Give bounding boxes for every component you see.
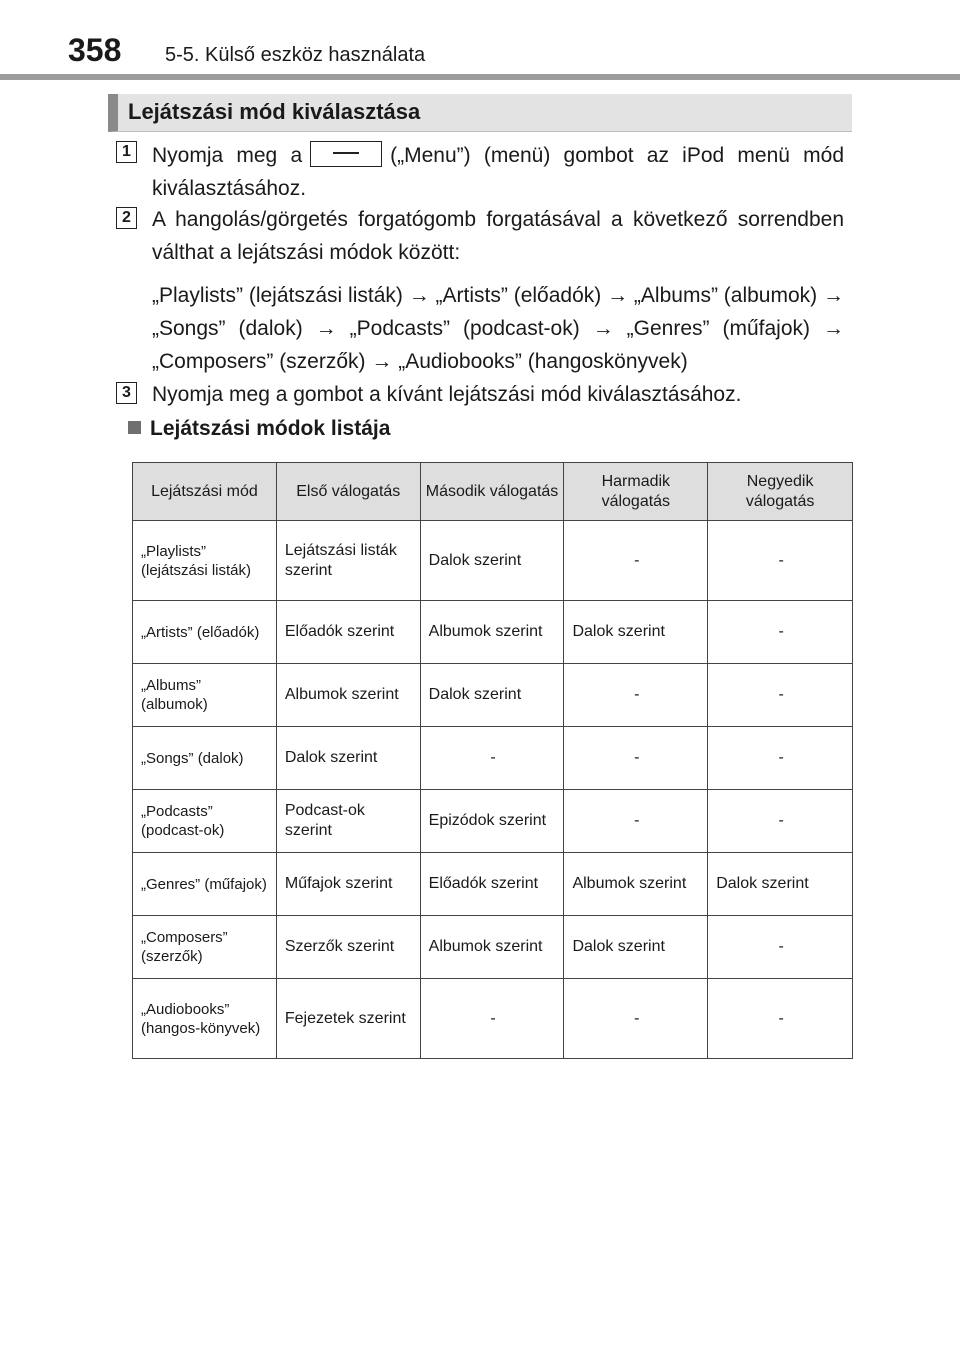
step-1-text-before: Nyomja meg a: [152, 144, 303, 167]
playback-modes-table: [132, 462, 853, 1059]
table-cell: Albumok szerint: [420, 601, 564, 664]
step-1-text-after: („Menu”) (menü) gombot az iPod menü mód kiválasztásához.: [152, 144, 844, 200]
step-3-text: [152, 378, 844, 411]
table-header-row: [133, 463, 853, 521]
table-cell: Előadók szerint: [420, 853, 564, 916]
table-cell: -: [564, 664, 708, 727]
table-row: [133, 727, 853, 790]
table-cell: „Songs” (dalok): [133, 727, 277, 790]
table-cell: -: [708, 727, 853, 790]
table-cell: -: [564, 790, 708, 853]
list-heading-text: Lejátszási módok listája: [150, 417, 391, 440]
table-cell: Dalok szerint: [564, 601, 708, 664]
table-cell: -: [708, 664, 853, 727]
table-header: Negyedik válogatás: [708, 463, 853, 521]
table-cell: -: [420, 979, 564, 1059]
table-cell: -: [708, 521, 853, 601]
table-cell: -: [708, 601, 853, 664]
table-cell: Dalok szerint: [276, 727, 420, 790]
table-row: [133, 521, 853, 601]
table-cell: Epizódok szerint: [420, 790, 564, 853]
table-row: [133, 916, 853, 979]
section-heading-bar: [108, 94, 852, 132]
table-cell: Albumok szerint: [564, 853, 708, 916]
square-bullet-icon: [128, 421, 141, 434]
page-number: 358: [68, 32, 122, 68]
table-cell: Dalok szerint: [420, 664, 564, 727]
table-row: [133, 979, 853, 1059]
table-header: Első válogatás: [276, 463, 420, 521]
list-heading: [128, 417, 390, 441]
table-cell: Podcast-ok szerint: [276, 790, 420, 853]
table-cell: Szerzők szerint: [276, 916, 420, 979]
table-cell: -: [564, 521, 708, 601]
chapter-title: 5-5. Külső eszköz használata: [165, 44, 426, 66]
table-cell: Dalok szerint: [708, 853, 853, 916]
table-header: Lejátszási mód: [133, 463, 277, 521]
step-3-badge: 3: [116, 382, 137, 404]
table-header: Második válogatás: [420, 463, 564, 521]
table-cell: Előadók szerint: [276, 601, 420, 664]
table-cell: -: [564, 727, 708, 790]
table-cell: „Genres” (műfajok): [133, 853, 277, 916]
table-row: [133, 790, 853, 853]
table-row: [133, 853, 853, 916]
table-row: [133, 601, 853, 664]
table-cell: -: [708, 916, 853, 979]
section-title: Lejátszási mód kiválasztása: [128, 99, 421, 124]
table-cell: Lejátszási listák szerint: [276, 521, 420, 601]
step-1-badge: 1: [116, 141, 137, 163]
step-2-sequence: „Playlists” (lejátszási listák) → „Artists” (előadók) → „Albums” (albumok) → „Songs” (dalok) → „Podcasts” (podcast-ok) → „Genres” (műfajok) → „Composers” (szerzők) → „Audiobooks” (hangoskönyvek): [152, 284, 844, 373]
table-cell: „Podcasts” (podcast-ok): [133, 790, 277, 853]
step-2-text: [152, 203, 844, 378]
table-cell: „Artists” (előadók): [133, 601, 277, 664]
table-cell: -: [708, 979, 853, 1059]
step-3-description: Nyomja meg a gombot a kívánt lejátszási mód kiválasztásához.: [152, 383, 742, 406]
table-cell: Albumok szerint: [276, 664, 420, 727]
table-cell: -: [420, 727, 564, 790]
table-cell: -: [564, 979, 708, 1059]
step-2-description: A hangolás/görgetés forgatógomb forgatásával a következő sorrendben válthat a lejátszási módok között:: [152, 208, 844, 264]
table-header: Harmadik válogatás: [564, 463, 708, 521]
table-cell: „Composers” (szerzők): [133, 916, 277, 979]
table-cell: Albumok szerint: [420, 916, 564, 979]
table-cell: Dalok szerint: [420, 521, 564, 601]
header-divider: [0, 74, 960, 80]
table-cell: „Audiobooks” (hangos-könyvek): [133, 979, 277, 1059]
table-cell: Műfajok szerint: [276, 853, 420, 916]
step-1-text: [152, 139, 844, 205]
table-cell: -: [708, 790, 853, 853]
menu-button-icon: [310, 141, 382, 167]
table-cell: „Albums” (albumok): [133, 664, 277, 727]
table-cell: Fejezetek szerint: [276, 979, 420, 1059]
step-2-badge: 2: [116, 207, 137, 229]
table-cell: „Playlists” (lejátszási listák): [133, 521, 277, 601]
table-cell: Dalok szerint: [564, 916, 708, 979]
table-row: [133, 664, 853, 727]
